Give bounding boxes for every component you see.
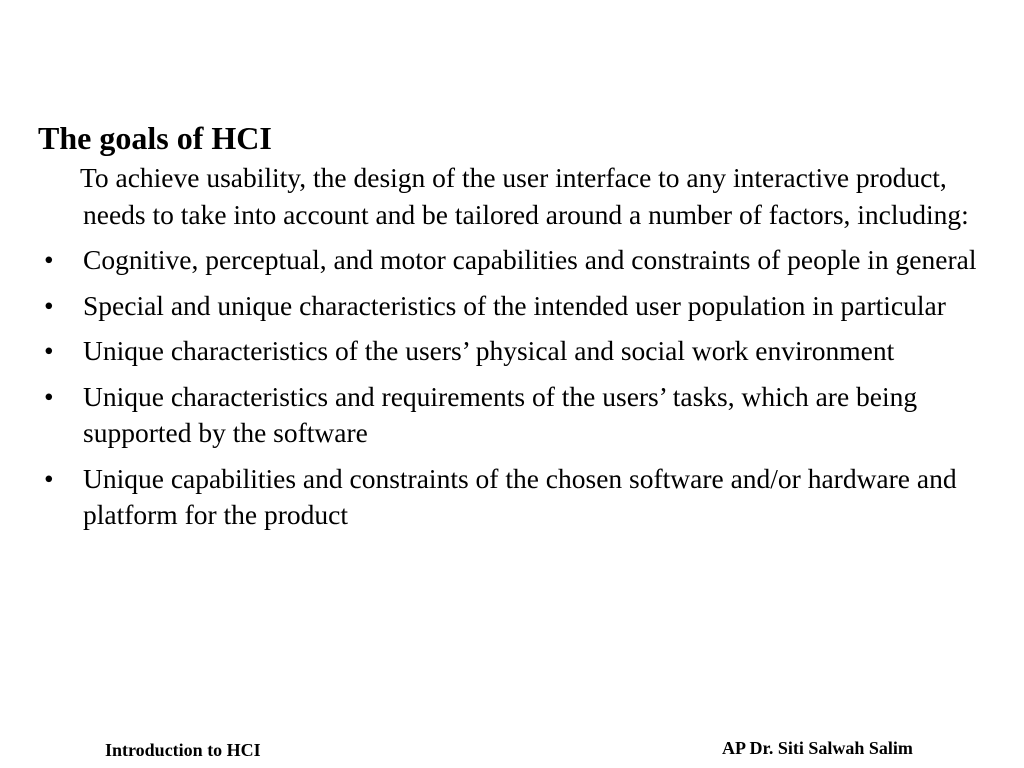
bullet-item — [40, 333, 1000, 370]
bullet-item — [40, 379, 1000, 452]
bullet-item — [40, 288, 1000, 325]
footer-author: AP Dr. Siti Salwah Salim — [722, 738, 913, 758]
bullet-marker: • — [44, 462, 54, 494]
bullet-marker: • — [44, 335, 54, 366]
bullet-marker: • — [44, 289, 54, 321]
bullet-list — [40, 242, 1000, 534]
slide-body — [40, 160, 1000, 543]
bullet-marker: • — [44, 244, 54, 275]
bullet-text: Unique characteristics of the users’ physical and social work environment — [83, 335, 895, 366]
bullet-text: Unique capabilities and constraints of the chosen software and/or hardware and platform for the product — [83, 462, 957, 530]
intro-paragraph: To achieve usability, the design of the user interface to any interactive product, needs to take into account and be tailored around a number of factors, including: — [80, 162, 969, 230]
bullet-text: Unique characteristics and requirements of the users’ tasks, which are being supported by the software — [83, 380, 918, 448]
bullet-text: Cognitive, perceptual, and motor capabilities and constraints of people in general — [83, 244, 977, 275]
bullet-item — [40, 461, 1000, 534]
bullet-item — [40, 242, 1000, 279]
bullet-marker: • — [44, 380, 54, 412]
slide-title: The goals of HCI — [38, 120, 272, 156]
bullet-text: Special and unique characteristics of the intended user population in particular — [83, 289, 946, 321]
footer-course-title: Introduction to HCI — [105, 740, 261, 760]
